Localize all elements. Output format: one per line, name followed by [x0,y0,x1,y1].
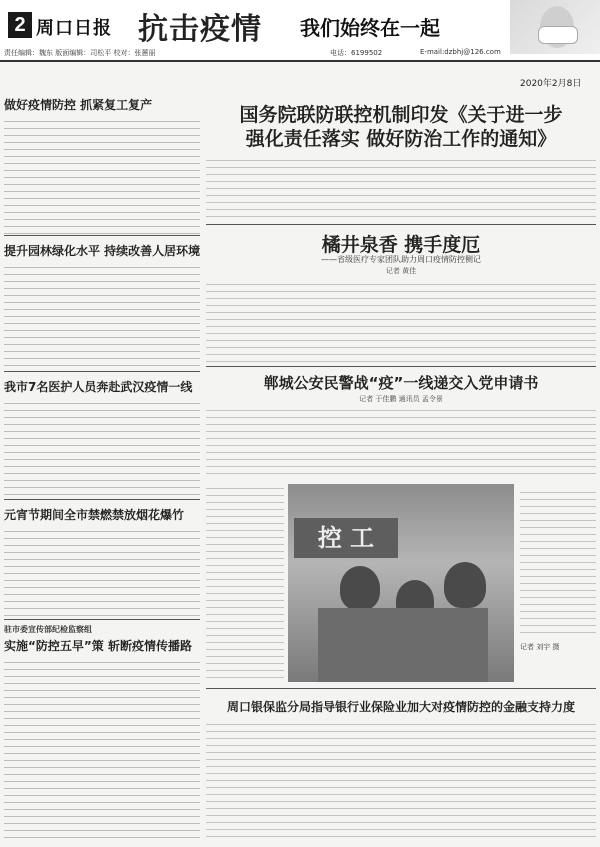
story-d-body [206,720,596,842]
photo-credit: 记者 刘宇 摄 [520,643,560,651]
photo-caption [520,488,596,652]
slogan-sub: 我们始终在一起 [300,16,440,40]
info-bar [0,46,600,62]
story-c-body-cont [206,484,284,682]
story-c-headline: 郸城公安民警战“疫”一线递交入党申请书 [263,374,539,392]
photo-sign: 控 工 [294,518,398,558]
phone-info: 电话：6199502 [330,49,383,57]
person-shape [340,566,380,610]
story1-body [4,117,200,235]
story3-body [4,399,200,499]
story1-title: 做好疫情防控 抓紧复工复产 [4,98,153,112]
story-b-headline: 橘井泉香 携手度厄 [321,234,481,256]
page-number: 2 [8,12,32,38]
main-story-body [206,156,596,220]
story-d-headline: 周口银保监分局指导银行业保险业加大对疫情防控的金融支持力度 [226,700,575,714]
story2-title: 提升园林绿化水平 持续改善人居环境 [4,244,200,258]
slogan-main: 抗击疫情 [138,12,262,47]
story5-kicker: 驻市委宣传部纪检监察组 [4,625,92,634]
story4-body [4,527,200,619]
story3-title: 我市7名医护人员奔赴武汉疫情一线 [4,380,193,394]
email-info: E-mail:dzbhj@126.com [420,48,501,56]
story5-body [4,658,200,838]
main-headline-line2: 强化责任落实 做好防治工作的通知》 [245,128,557,150]
story-b-subtitle: ——省级医疗专家团队助力周口疫情防控侧记 [321,255,481,264]
story4-title: 元宵节期间全市禁燃禁放烟花爆竹 [4,508,185,522]
paper-name: 周口日报 [36,18,112,38]
story-b-body [206,280,596,362]
news-photo [288,484,514,682]
story5-title: 实施“防控五早”策 斩断疫情传播路 [4,639,192,653]
face-mask-shape [538,26,578,44]
story2-body [4,263,200,371]
left-column [4,68,200,838]
person-shape [444,562,486,608]
issue-date: 2020年2月8日 [520,79,582,89]
story-c-body [206,406,596,478]
story-b-byline: 记者 黄佳 [385,267,417,275]
editor-credits: 责任编辑：魏东 版面编辑：司松平 校对：张蕙丽 [4,49,156,57]
main-headline-line1: 国务院联防联控机制印发《关于进一步 [239,104,563,126]
story-c-byline: 记者 于佳鹏 通讯员 孟令景 [359,395,443,403]
